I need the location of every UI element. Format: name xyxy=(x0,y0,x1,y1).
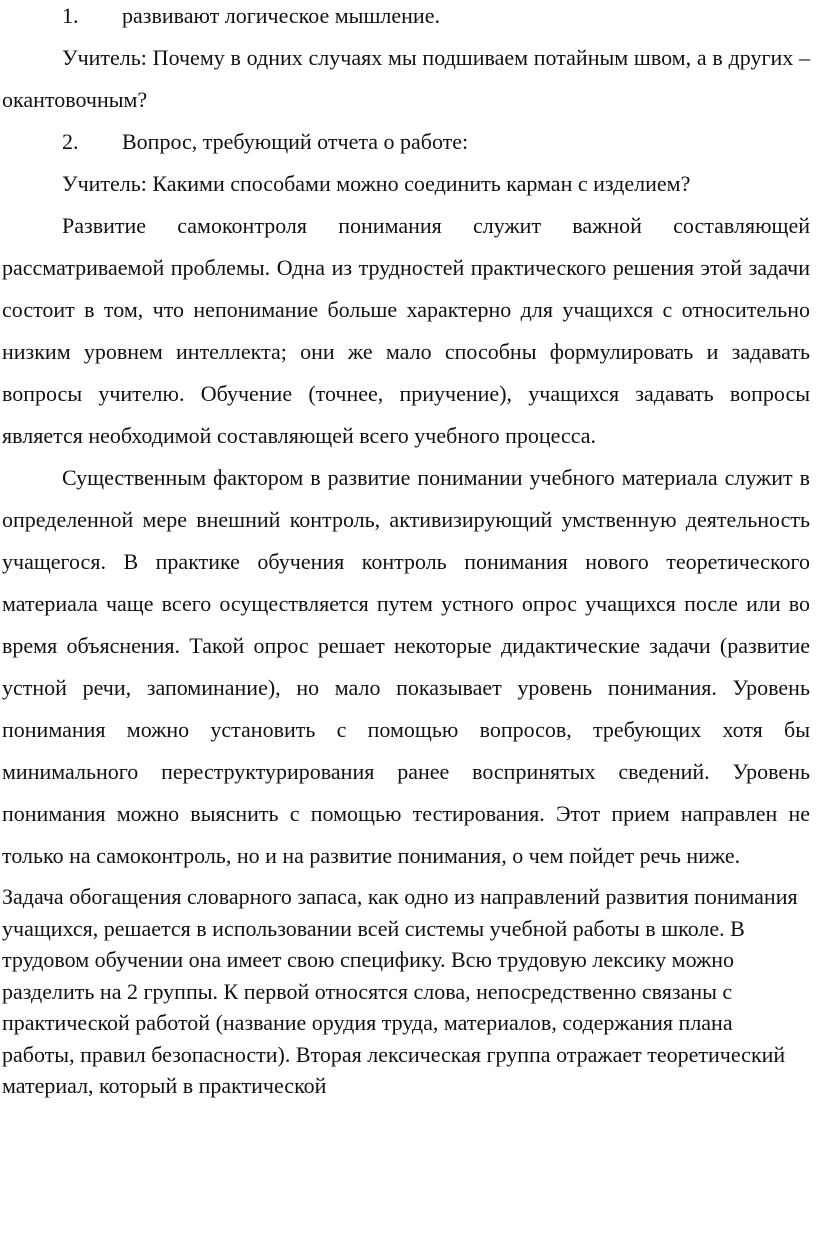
paragraph-self-control: Развитие самоконтроля понимания служит важной составляющей рассматриваемой проблемы. Одна из трудностей практического решения этой задачи состоит в том, что непонимание больше характерно для учащихся с относительно низким уровнем интеллекта; они же мало способны формулировать и задавать вопросы учителю. Обучение (точнее, приучение), учащихся задавать вопросы является необходимой составляющей всего учебного процесса. xyxy=(2,213,810,448)
list-item-1 xyxy=(2,0,810,37)
list-text-1: развивают логическое мышление. xyxy=(122,3,440,28)
teacher-question-2: Учитель: Какими способами можно соединить карман с изделием? xyxy=(62,171,691,196)
teacher-question-1: Учитель: Почему в одних случаях мы подшиваем потайным швом, а в других – окантовочным? xyxy=(2,45,810,112)
paragraph-vocabulary: Задача обогащения словарного запаса, как одно из направлений развития понимания учащихся, решается в использовании всей системы учебной работы в школе. В трудовом обучении она имеет свою специфику. Всю трудовую лексику можно разделить на 2 группы. К первой относятся слова, непосредственно связаны с практической работой (название орудия труда, материалов, содержания плана работы, правил безопасности). Вторая лексическая группа отражает теоретический материал, который в практической xyxy=(2,884,798,1098)
list-number-1: 1. xyxy=(62,3,79,28)
paragraph-external-control: Существенным фактором в развитие понимании учебного материала служит в определенной мере внешний контроль, активизирующий умственную деятельность учащегося. В практике обучения контроль понимания нового теоретического материала чаще всего осуществляется путем устного опрос учащихся после или во время объяснения. Такой опрос решает некоторые дидактические задачи (развитие устной речи, запоминание), но мало показывает уровень понимания. Уровень понимания можно установить с помощью вопросов, требующих хотя бы минимального переструктурирования ранее воспринятых сведений. Уровень понимания можно выяснить с помощью тестирования. Этот прием направлен не только на самоконтроль, но и на развитие понимания, о чем пойдет речь ниже. xyxy=(2,465,810,868)
list-text-2: Вопрос, требующий отчета о работе: xyxy=(122,129,469,154)
list-item-2 xyxy=(2,121,810,163)
list-number-2: 2. xyxy=(62,129,79,154)
